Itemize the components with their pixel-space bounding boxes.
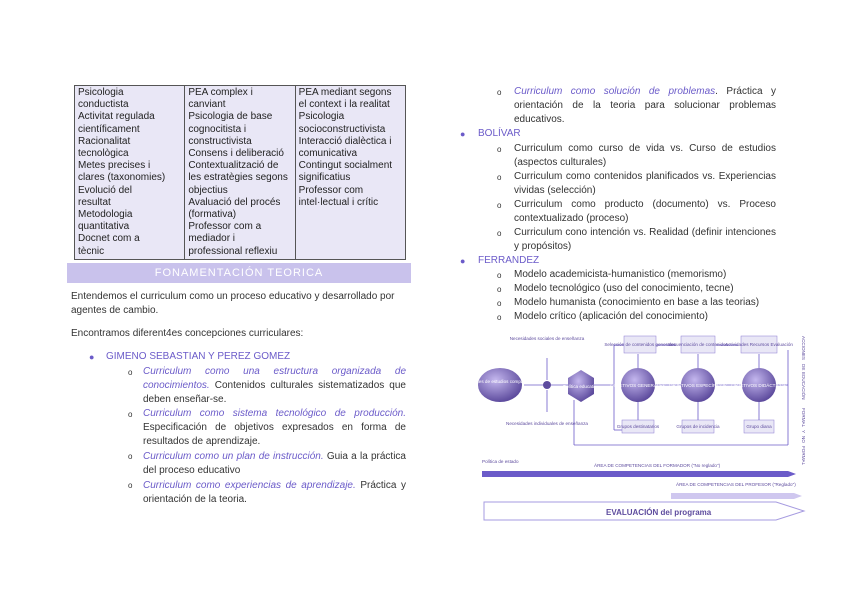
gimeno-item-text: . Práctica y orientación de la teoria para solucionar problemas educativos. xyxy=(514,86,776,125)
table-cell-line: constructivista xyxy=(188,135,252,147)
diagram-svg xyxy=(465,330,810,530)
curriculum-diagram xyxy=(465,330,810,530)
intro-paragraph: Entendemos el curriculum como un proceso educativo y desarrollado por agentes de cambio. xyxy=(71,291,395,316)
side-label: ACCIONES xyxy=(801,336,806,360)
bullet-icon: ● xyxy=(460,129,466,139)
table-cell-line: Racionalitat xyxy=(78,135,131,147)
table-cell-col2 xyxy=(185,86,295,260)
evaluacion-label: EVALUACIÓN del programa xyxy=(606,508,712,517)
circle-bullet-icon: o xyxy=(497,88,502,97)
table-cell-line: Psicologia xyxy=(298,111,345,123)
circle-bullet-icon: o xyxy=(497,229,502,238)
gimeno-item xyxy=(143,365,406,407)
gimeno-item-text: Contenidos culturales sistematizados que deben enseñar-se. xyxy=(143,380,406,405)
gimeno-item xyxy=(514,85,776,127)
table-cell-line: tecnològica xyxy=(78,148,129,160)
table-cell-line: canviant xyxy=(188,99,226,111)
gimeno-item-text: Práctica y orientación de la teoria. xyxy=(143,480,406,505)
obj-didacticos-label: OBJETIVOS DIDÁCTICOS xyxy=(731,383,787,388)
table-cell-line: Evolució del xyxy=(78,184,132,196)
gimeno-item-title: Curriculum como solución de problemas xyxy=(514,86,716,97)
ferrandez-item: Modelo crítico (aplicación del conocimiento) xyxy=(514,311,708,322)
gimeno-item-title: Curriculum como una estructura organizada de conocimientos. xyxy=(143,366,406,391)
bolivar-title: BOLÍVAR xyxy=(478,128,521,139)
circle-bullet-icon: o xyxy=(497,313,502,322)
table-cell-line: Contingut socialment xyxy=(298,160,393,172)
table-cell-line: les estratègies segons xyxy=(188,172,288,184)
table-cell-line: intel·lectual i crític xyxy=(298,196,379,208)
bullet-icon: ● xyxy=(460,256,466,266)
table-cell-line: socioconstructivista xyxy=(298,123,386,135)
table-cell-line: resultat xyxy=(78,196,111,208)
table-cell-line: conductista xyxy=(78,99,129,111)
gimeno-item-text: Guia a la práctica del proceso educativo xyxy=(143,451,406,476)
politica-estado-label: Política de estado xyxy=(482,459,519,464)
table-cell-line: clares (taxonomies) xyxy=(78,172,166,184)
table-cell-line: tècnic xyxy=(78,245,105,257)
table-cell-col1 xyxy=(75,86,185,260)
area-formador-label: ÁREA DE COMPETENCIAS DEL FORMADOR ("No reglado") xyxy=(594,463,721,468)
obj-especificos-label: OBJETIVOS ESPECÍFICOS xyxy=(669,383,727,388)
obj-generales-label: OBJETIVOS GENERALES xyxy=(610,383,666,388)
bolivar-item: Curriculum como contenidos planificados vs. Experiencias vividas (selección) xyxy=(514,171,776,196)
table-row xyxy=(75,86,406,260)
circle-bullet-icon: o xyxy=(497,145,502,154)
politica-label: Política educativa xyxy=(562,384,600,389)
circle-bullet-icon: o xyxy=(497,201,502,210)
ferrandez-item: Modelo academicista-humanistico (memorismo) xyxy=(514,269,727,280)
acciones-ellipse xyxy=(478,368,522,402)
actividades-label: Actividades Recursos Evaluación xyxy=(725,342,793,347)
grupos-destinatarios-label: Grupos destinatarios xyxy=(616,424,660,429)
bullet-icon: ● xyxy=(89,352,95,362)
table-cell-line: Interacció dialèctica i xyxy=(298,135,392,147)
table-cell-line: Professor com xyxy=(298,184,364,196)
circle-bullet-icon: o xyxy=(497,299,502,308)
gimeno-item xyxy=(143,479,406,507)
grupos-incidencia-label: Grupos de incidencia xyxy=(676,424,720,429)
area-profesor-label: ÁREA DE COMPETENCIAS DEL PROFESOR ("Reglado") xyxy=(676,482,796,487)
curriculum-table xyxy=(74,85,406,260)
circle-bullet-icon: o xyxy=(128,368,133,377)
side-labels xyxy=(801,336,807,466)
table-cell-line: quantitativa xyxy=(78,221,130,233)
gimeno-item-title: Curriculum como un plan de instrucción. xyxy=(143,451,324,462)
table-cell-line: Psicologia de base xyxy=(188,111,273,123)
table-cell-line: Metes precises i xyxy=(78,160,151,172)
side-label: EDUCACIÓN xyxy=(801,372,806,400)
table-cell-line: cognocitista i xyxy=(188,123,247,135)
table-cell-line: Metodologia xyxy=(78,209,133,221)
ferrandez-title: FERRANDEZ xyxy=(478,255,540,266)
table-cell-line: científicament xyxy=(78,123,140,135)
ferrandez-item: Modelo tecnológico (uso del conocimiento, tecne) xyxy=(514,283,734,294)
table-cell-line: professional reflexiu xyxy=(188,245,278,257)
gimeno-item xyxy=(143,407,406,449)
table-cell-line: PEA mediant segons xyxy=(298,87,392,98)
table-cell-col3 xyxy=(295,86,405,260)
table-cell-line: Consens i deliberació xyxy=(188,148,284,160)
table-cell-line: PEA complex i xyxy=(188,87,253,98)
gimeno-item xyxy=(143,450,406,478)
side-label: FORMAL xyxy=(801,446,806,466)
table-cell-line: comunicativa xyxy=(298,148,358,160)
necesidades-individuales-label: Necesidades individuales de enseñanza xyxy=(506,421,588,426)
table-cell-line: Psicologia xyxy=(78,87,124,98)
necesidades-sociales-label: Necesidades sociales de enseñanza xyxy=(509,336,585,341)
circle-bullet-icon: o xyxy=(128,481,133,490)
acciones-label: Acciones de estudios comparados xyxy=(465,379,535,384)
seleccion-label: Selección de contenidos generales xyxy=(604,342,676,347)
table-cell-line: mediador i xyxy=(188,233,236,245)
bolivar-item: Curriculum cono intención vs. Realidad (definir intenciones y propósitos) xyxy=(514,227,776,252)
table-cell-line: Professor com a xyxy=(188,221,262,233)
table-cell-line: objectius xyxy=(188,184,228,196)
circle-bullet-icon: o xyxy=(497,271,502,280)
grupo-diana-label: Grupo diana xyxy=(746,424,772,429)
gimeno-title: GIMENO SEBASTIAN Y PEREZ GOMEZ xyxy=(106,351,291,362)
table-cell-line: Activitat regulada xyxy=(78,111,155,123)
gimeno-item-text: Especificación de objetivos expresados en forma de resultados de aprendizaje. xyxy=(143,422,406,447)
side-label: Y xyxy=(801,430,806,434)
intro-concepciones: Encontramos diferent4es concepciones curriculares: xyxy=(71,328,304,339)
circle-bullet-icon: o xyxy=(497,173,502,182)
gimeno-item-title: Curriculum como sistema tecnológico de producción. xyxy=(143,408,406,419)
junction-node xyxy=(543,381,551,389)
ferrandez-item: Modelo humanista (conocimiento en base a las teorias) xyxy=(514,297,760,308)
circle-bullet-icon: o xyxy=(497,285,502,294)
profesor-arrow xyxy=(671,493,802,499)
table-cell-line: (formativa) xyxy=(188,209,237,221)
section-title: FONAMENTACIÓN TEORICA xyxy=(67,263,411,283)
circle-bullet-icon: o xyxy=(128,452,133,461)
table-cell-line: el context i la realitat xyxy=(298,99,390,111)
formador-arrow xyxy=(482,471,796,477)
gimeno-item-title: Curriculum como experiencias de aprendizaje. xyxy=(143,480,356,491)
table-cell-line: Contextualització de xyxy=(188,160,279,172)
side-label: DE xyxy=(801,364,806,371)
circle-bullet-icon: o xyxy=(128,410,133,419)
bolivar-item: Curriculum como producto (documento) vs. Proceso contextualizado (proceso) xyxy=(514,199,776,224)
table-cell-line: Docnet com a xyxy=(78,233,140,245)
bolivar-item: Curriculum como curso de vida vs. Curso de estudios (aspectos culturales) xyxy=(514,143,776,168)
table-cell-line: Avaluació del procés xyxy=(188,196,281,208)
table-cell-line: significatius xyxy=(298,172,351,184)
side-label: NO xyxy=(801,436,806,443)
secuenciacion-label: Secuenciación de contenidos xyxy=(668,342,728,347)
side-label: FORMAL xyxy=(801,408,806,428)
